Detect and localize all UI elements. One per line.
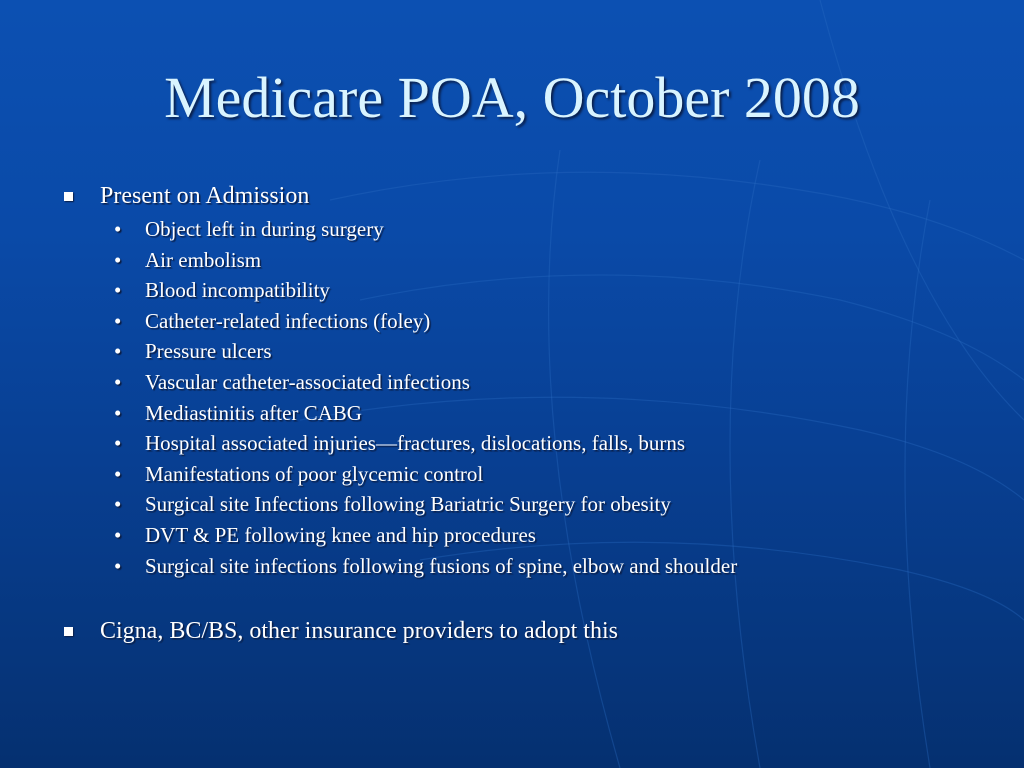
dot-bullet-icon: • xyxy=(114,400,122,425)
slide-title: Medicare POA, October 2008 xyxy=(164,65,860,130)
list-item-text: Mediastinitis after CABG xyxy=(145,400,362,425)
list-item-text: Object left in during surgery xyxy=(145,217,384,241)
list-item-text: Air embolism xyxy=(145,247,262,272)
list-item-text: Vascular catheter-associated infections xyxy=(145,369,470,394)
sub-bullet-list xyxy=(0,214,1024,581)
square-bullet-icon xyxy=(64,627,73,636)
list-item xyxy=(0,551,1024,582)
list-item-text: Manifestations of poor glycemic control xyxy=(145,461,484,486)
dot-bullet-icon: • xyxy=(114,278,122,303)
dot-bullet-icon: • xyxy=(114,247,122,272)
list-item-text: Blood incompatibility xyxy=(145,278,330,303)
dot-bullet-icon: • xyxy=(114,492,122,517)
list-item xyxy=(0,459,1024,490)
dot-bullet-icon: • xyxy=(114,369,122,394)
list-item xyxy=(0,336,1024,367)
list-item xyxy=(0,214,1024,245)
list-item xyxy=(0,306,1024,337)
list-item xyxy=(0,520,1024,551)
main-bullet-present-on-admission: Present on Admission xyxy=(100,183,310,209)
list-item xyxy=(0,367,1024,398)
dot-bullet-icon: • xyxy=(114,339,122,364)
list-item xyxy=(0,245,1024,276)
dot-bullet-icon: • xyxy=(114,522,122,547)
square-bullet-icon xyxy=(64,192,73,201)
list-item-text: Surgical site infections following fusions of spine, elbow and shoulder xyxy=(145,553,738,578)
list-item xyxy=(0,428,1024,459)
main-bullet-insurance-providers: Cigna, BC/BS, other insurance providers to adopt this xyxy=(100,618,618,644)
dot-bullet-icon: • xyxy=(114,461,122,486)
list-item-text: Hospital associated injuries—fractures, dislocations, falls, burns xyxy=(145,431,686,456)
dot-bullet-icon: • xyxy=(114,553,122,578)
dot-bullet-icon: • xyxy=(114,308,122,333)
dot-bullet-icon: • xyxy=(114,431,122,456)
list-item xyxy=(0,398,1024,429)
list-item-text: DVT & PE following knee and hip procedures xyxy=(145,522,536,547)
dot-bullet-icon: • xyxy=(114,217,122,241)
list-item-text: Surgical site Infections following Bariatric Surgery for obesity xyxy=(145,492,671,517)
list-item xyxy=(0,275,1024,306)
list-item xyxy=(0,489,1024,520)
list-item-text: Pressure ulcers xyxy=(145,339,272,364)
list-item-text: Catheter-related infections (foley) xyxy=(145,308,431,333)
